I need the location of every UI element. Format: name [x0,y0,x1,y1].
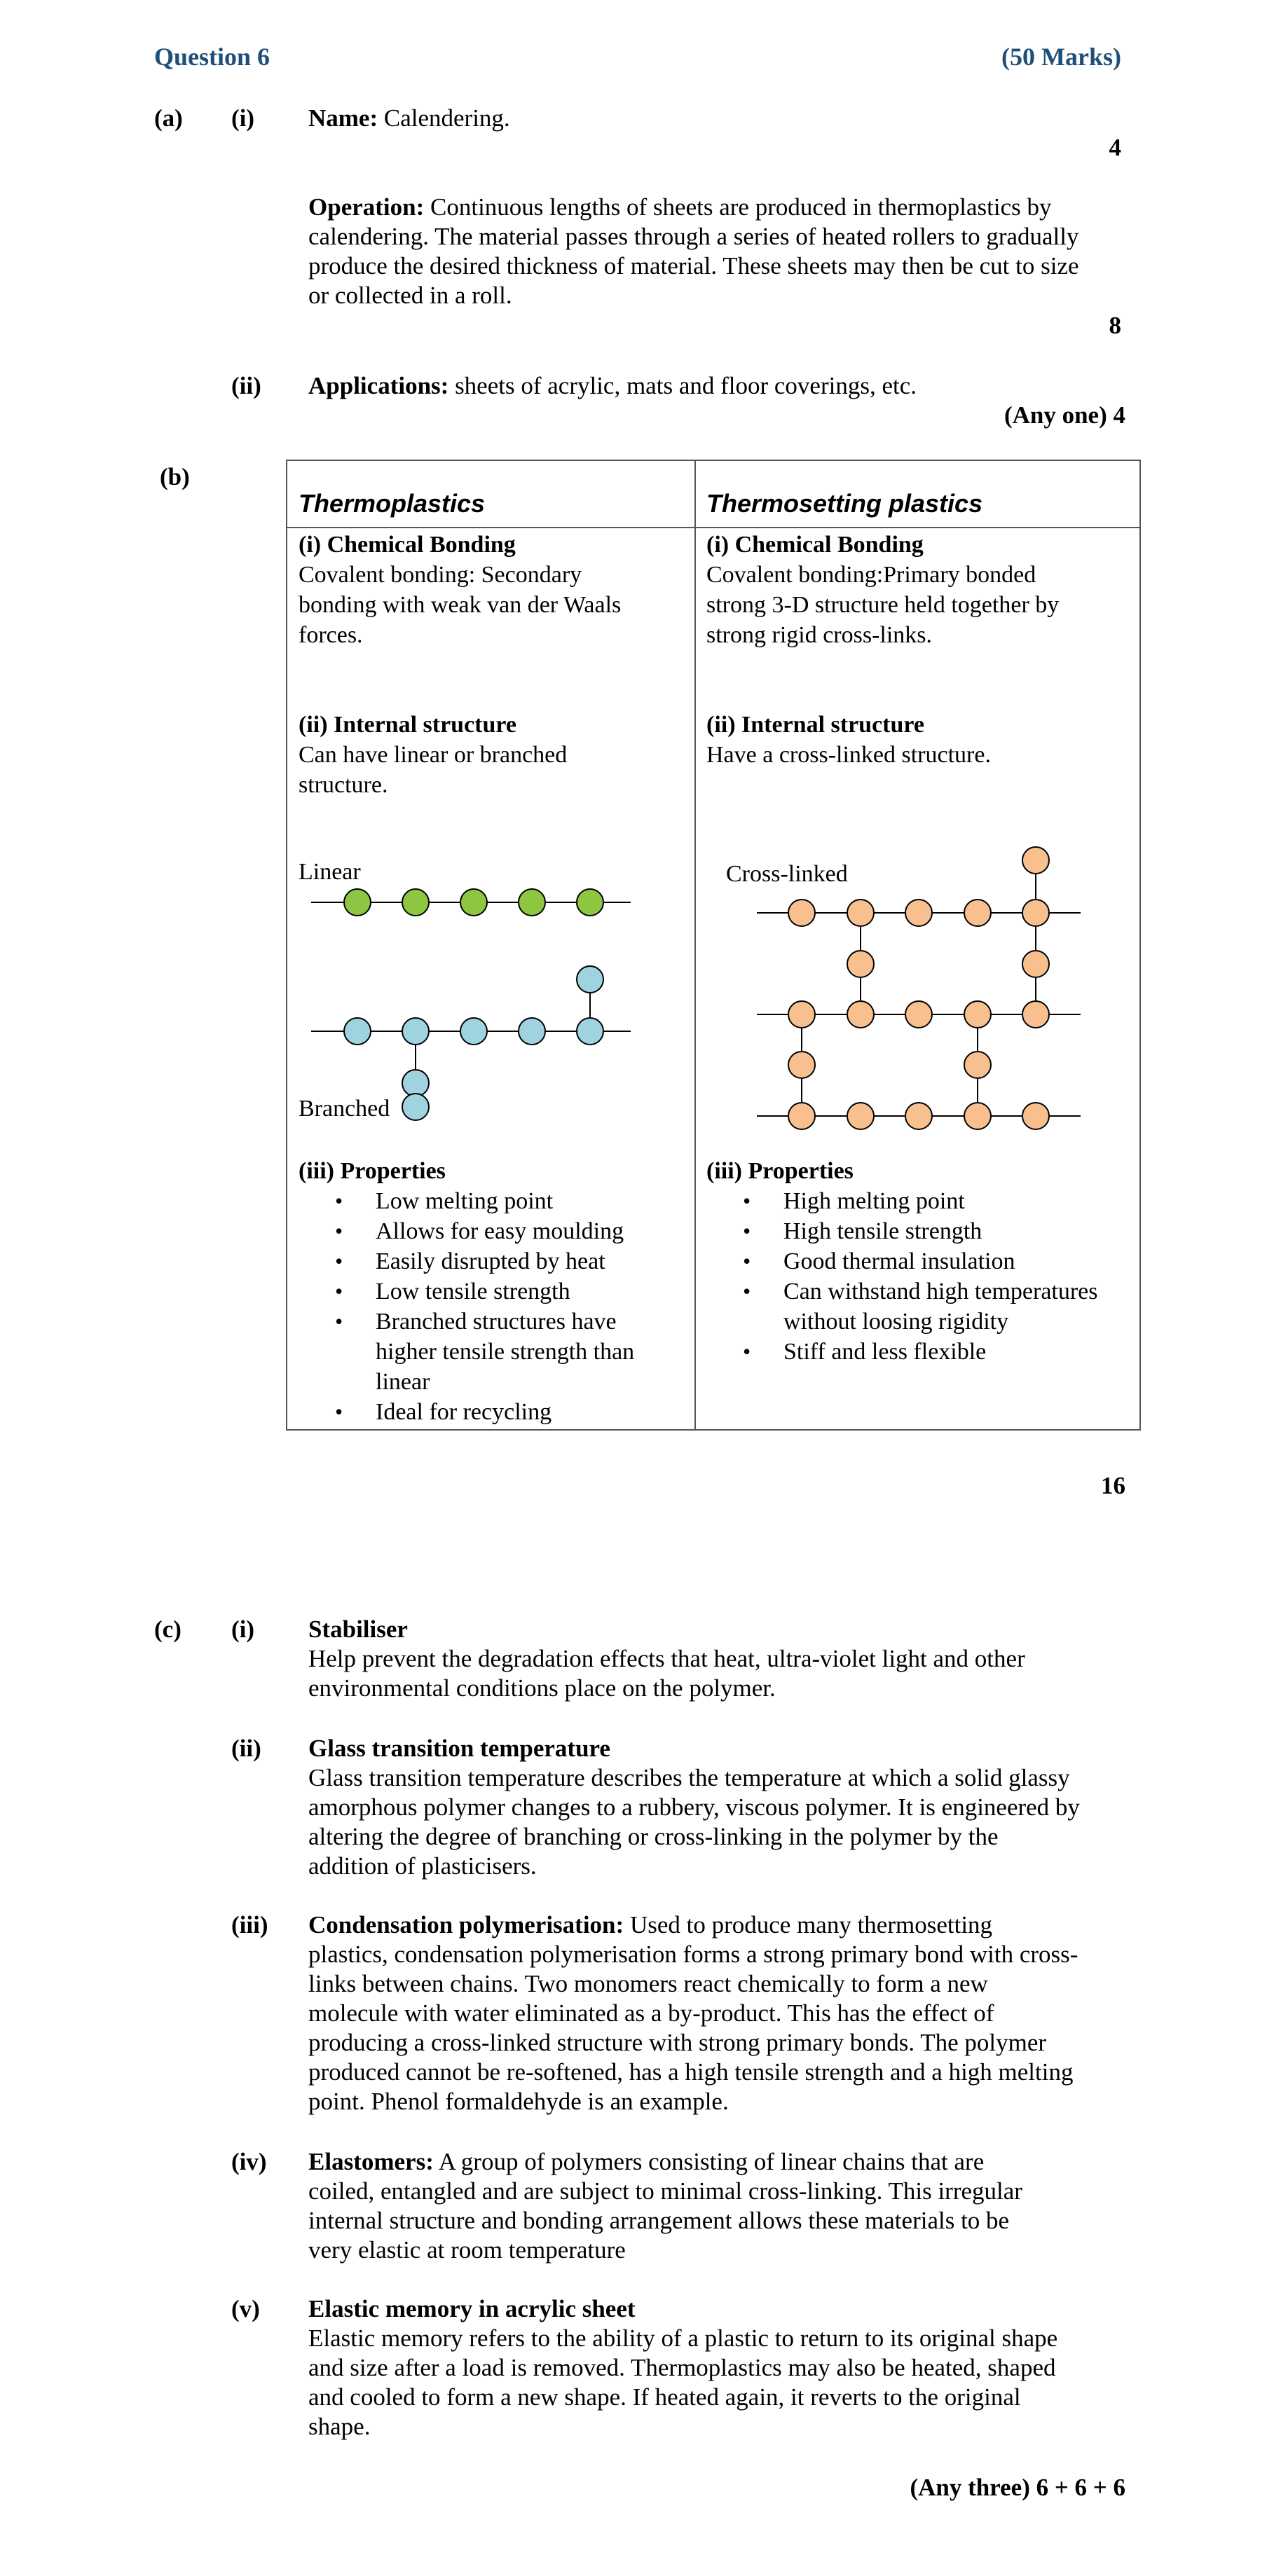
item-title: Condensation polymerisation: [308,1911,624,1938]
part-b-label: (b) [160,463,190,490]
branched-monomer [402,1070,429,1096]
name-value: Calendering. [383,104,510,132]
item-line: producing a cross-linked structure with strong primary bonds. The polymer [308,2029,1047,2056]
bonding-line: strong rigid cross-links. [706,622,933,648]
part-c-iii-num: (iii) [231,1911,268,1938]
property-item: • Ideal for recycling [376,1397,691,1427]
property-item: • Can withstand high temperatures without loosing rigidity [783,1276,1134,1337]
crosslinked-monomer [905,1103,932,1129]
item-line: Glass transition temperature describes the temperature at which a solid glassy [308,1764,1070,1791]
crosslinked-monomer [1022,1001,1049,1028]
question-marks: (50 Marks) [1001,43,1121,71]
part-a-label: (a) [154,104,183,132]
crosslinked-monomer [1022,1103,1049,1129]
crosslinked-monomer [905,900,932,926]
item-line: links between chains. Two monomers react chemically to form a new [308,1970,988,1997]
property-item: • High tensile strength [783,1216,1134,1246]
operation-line: calendering. The material passes through a series of heated rollers to gradually [308,223,1079,250]
property-item: • Allows for easy moulding [376,1216,691,1246]
name-marks: 4 [1109,134,1121,161]
property-item: • Easily disrupted by heat [376,1246,691,1276]
part-c-iv-num: (iv) [231,2148,267,2175]
bonding-title: (i) Chemical Bonding [706,532,924,558]
part-c-ii-num: (ii) [231,1735,261,1762]
comparison-table [286,460,1141,1431]
thermosetting-structure-diagram [695,839,1137,1148]
item-line: produced cannot be re-softened, has a high tensile strength and a high melting [308,2058,1074,2086]
operation-line: Continuous lengths of sheets are produced in thermoplastics by [430,193,1052,221]
item-line: altering the degree of branching or cross-linking in the polymer by the [308,1823,999,1850]
property-item: • Stiff and less flexible [783,1337,1134,1367]
bonding-line: forces. [299,622,363,648]
item-title: Glass transition temperature [308,1735,610,1762]
property-item: • Good thermal insulation [783,1246,1134,1276]
thermoplastics-structure [299,710,687,800]
part-c-i-num: (i) [231,1616,255,1643]
name-label: Name: [308,104,378,132]
operation-text [308,193,1135,310]
crosslinked-monomer [1022,847,1049,874]
item-line: environmental conditions place on the polymer. [308,1674,776,1702]
operation-line: or collected in a roll. [308,282,512,309]
linear-monomer [519,889,545,916]
question-title: Question 6 [154,43,270,71]
bonding-line: strong 3-D structure held together by [706,592,1060,618]
crosslinked-monomer [964,1052,991,1078]
thermosetting-bonding [706,530,1134,650]
branched-monomer [577,966,603,993]
elastomers-block [308,2147,1142,2265]
header-thermoplastics: Thermoplastics [299,489,486,518]
linear-label: Linear [299,859,361,885]
thermosetting-properties [706,1156,1134,1367]
item-line: A group of polymers consisting of linear chains that are [438,2148,985,2175]
item-line: point. Phenol formaldehyde is an example. [308,2088,729,2115]
item-line: and cooled to form a new shape. If heated again, it reverts to the original [308,2383,1021,2411]
thermosetting-structure [706,710,1134,770]
linear-monomer [577,889,603,916]
crosslinked-monomer [847,951,874,977]
part-c-label: (c) [154,1616,181,1643]
applications-marks: (Any one) 4 [1004,401,1125,429]
applications-text [308,371,917,401]
structure-title: (ii) Internal structure [706,712,924,738]
structure-line: Have a cross-linked structure. [706,742,991,768]
branched-monomer [577,1018,603,1045]
operation-label: Operation: [308,193,425,221]
operation-marks: 8 [1109,312,1121,339]
operation-line: produce the desired thickness of material. These sheets may then be cut to size [308,252,1079,280]
linear-monomer [344,889,371,916]
property-item: • Low tensile strength [376,1276,691,1307]
part-c-marks: (Any three) 6 + 6 + 6 [910,2474,1125,2501]
property-item: • Low melting point [376,1186,691,1216]
item-line: amorphous polymer changes to a rubbery, viscous polymer. It is engineered by [308,1793,1080,1821]
thermosetting-properties-list [706,1186,1134,1367]
crosslinked-monomer [964,1103,991,1129]
property-item: • High melting point [783,1186,1134,1216]
branched-monomer [402,1018,429,1045]
crosslinked-monomer [788,1103,815,1129]
crosslinked-monomer [905,1001,932,1028]
item-line: addition of plasticisers. [308,1852,537,1880]
applications-label: Applications: [308,372,449,399]
structure-line: structure. [299,772,388,798]
item-line: internal structure and bonding arrangement allows these materials to be [308,2207,1010,2234]
item-line: Used to produce many thermosetting [629,1911,993,1938]
property-item: • Branched structures have higher tensile strength than linear [376,1307,691,1397]
item-line: plastics, condensation polymerisation forms a strong primary bond with cross- [308,1941,1078,1968]
branched-monomer [460,1018,487,1045]
crosslinked-monomer [847,1001,874,1028]
item-line: and size after a load is removed. Thermoplastics may also be heated, shaped [308,2354,1056,2381]
item-line: Elastic memory refers to the ability of a plastic to return to its original shape [308,2324,1058,2352]
crosslinked-monomer [847,900,874,926]
crosslinked-monomer [964,1001,991,1028]
condensation-block [308,1910,1142,2116]
crosslinked-monomer [788,1001,815,1028]
structure-title: (ii) Internal structure [299,712,516,738]
linear-monomer [460,889,487,916]
elastic-memory-block [308,2294,1142,2441]
crosslinked-monomer [788,900,815,926]
thermoplastics-structure-diagram [287,853,694,1134]
item-line: molecule with water eliminated as a by-product. This has the effect of [308,1999,994,2027]
part-a-i-num: (i) [231,104,255,132]
part-b-marks: 16 [1101,1472,1125,1499]
thermoplastics-properties [299,1156,691,1427]
crosslinked-monomer [1022,900,1049,926]
stabiliser-block [308,1615,1142,1703]
branched-monomer [344,1018,371,1045]
part-a-name [308,104,510,133]
crosslinked-label: Cross-linked [726,861,848,887]
bonding-line: Covalent bonding:Primary bonded [706,562,1036,588]
branched-monomer [519,1018,545,1045]
bonding-line: Covalent bonding: Secondary [299,562,582,588]
crosslinked-monomer [964,900,991,926]
crosslinked-monomer [788,1052,815,1078]
applications-value: sheets of acrylic, mats and floor coverings, etc. [455,372,917,399]
item-line: Help prevent the degradation effects that heat, ultra-violet light and other [308,1645,1025,1672]
linear-monomer [402,889,429,916]
structure-line: Can have linear or branched [299,742,568,768]
header-thermosetting: Thermosetting plastics [706,489,983,518]
bonding-title: (i) Chemical Bonding [299,532,516,558]
properties-title: (iii) Properties [706,1158,854,1184]
item-title: Stabiliser [308,1616,408,1643]
crosslinked-monomer [847,1103,874,1129]
item-line: very elastic at room temperature [308,2236,626,2264]
item-title: Elastomers: [308,2148,434,2175]
item-line: shape. [308,2413,371,2440]
bonding-line: bonding with weak van der Waals [299,592,622,618]
part-c-v-num: (v) [231,2295,260,2322]
branched-monomer [402,1094,429,1120]
branched-label: Branched [299,1096,390,1122]
thermoplastics-bonding [299,530,687,650]
glass-transition-block [308,1734,1142,1881]
part-a-ii-num: (ii) [231,372,261,399]
item-title: Elastic memory in acrylic sheet [308,2295,636,2322]
item-line: coiled, entangled and are subject to minimal cross-linking. This irregular [308,2177,1022,2205]
table-header-divider [287,527,1139,528]
properties-title: (iii) Properties [299,1158,446,1184]
crosslinked-monomer [1022,951,1049,977]
thermoplastics-properties-list [299,1186,691,1427]
